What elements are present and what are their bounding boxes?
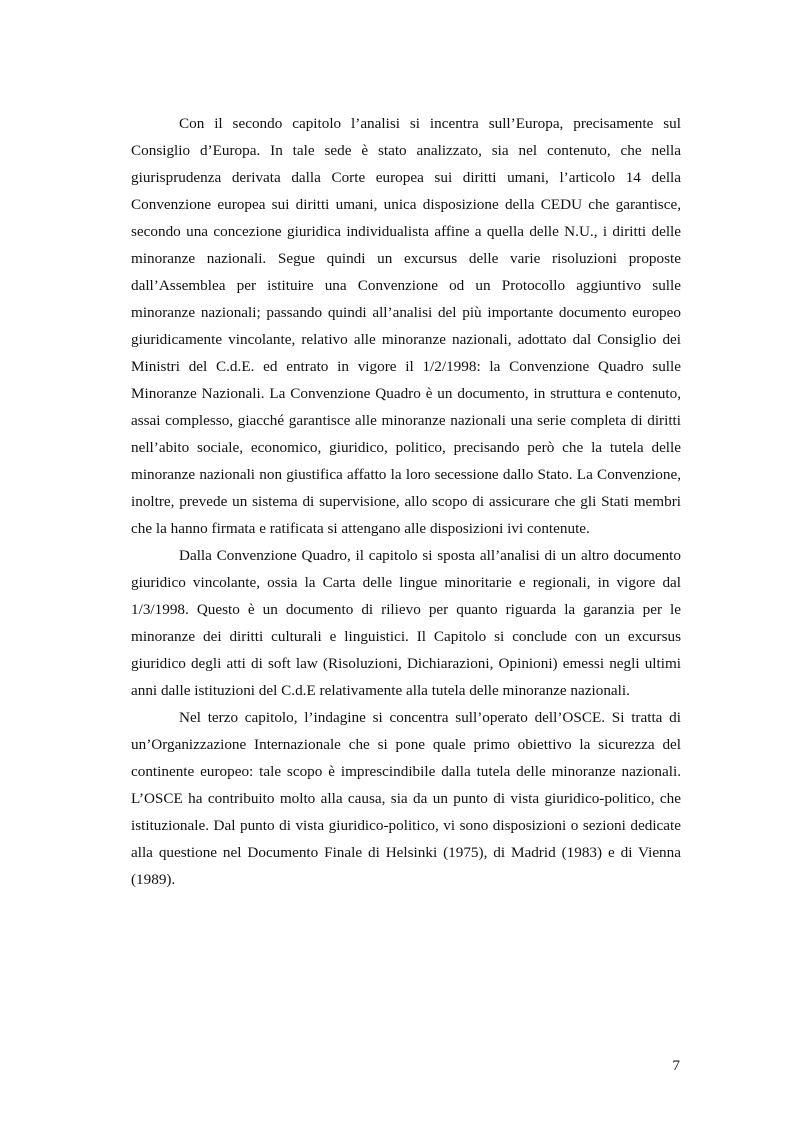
page-number: 7 — [672, 1057, 680, 1074]
paragraph-2: Dalla Convenzione Quadro, il capitolo si sposta all’analisi di un altro documento giuridico vincolante, ossia la Carta delle lingue minoritarie e regionali, in vigore dal 1/3/1998. Questo è un documento di rilievo per quanto riguarda la garanzia per le minoranze dei diritti culturali e linguistici. Il Capitolo si conclude con un excursus giuridico degli atti di soft law (Risoluzioni, Dichiarazioni, Opinioni) emessi negli ultimi anni dalle istituzioni del C.d.E relativamente alla tutela delle minoranze nazionali. — [131, 547, 681, 699]
body-text — [131, 110, 681, 893]
paragraph-3: Nel terzo capitolo, l’indagine si concentra sull’operato dell’OSCE. Si tratta di un’Organizzazione Internazionale che si pone quale primo obiettivo la sicurezza del continente europeo: tale scopo è imprescindibile dalla tutela delle minoranze nazionali. L’OSCE ha contribuito molto alla causa, sia da un punto di vista giuridico-politico, che istituzionale. Dal punto di vista giuridico-politico, vi sono disposizioni o sezioni dedicate alla questione nel Documento Finale di Helsinki (1975), di Madrid (1983) e di Vienna (1989). — [131, 709, 681, 888]
paragraph-1: Con il secondo capitolo l’analisi si incentra sull’Europa, precisamente sul Consiglio d’Europa. In tale sede è stato analizzato, sia nel contenuto, che nella giurisprudenza derivata dalla Corte europea sui diritti umani, l’articolo 14 della Convenzione europea sui diritti umani, unica disposizione della CEDU che garantisce, secondo una concezione giuridica individualista affine a quella delle N.U., i diritti delle minoranze nazionali. Segue quindi un excursus delle varie risoluzioni proposte dall’Assemblea per istituire una Convenzione od un Protocollo aggiuntivo sulle minoranze nazionali; passando quindi all’analisi del più importante documento europeo giuridicamente vincolante, relativo alle minoranze nazionali, adottato dal Consiglio dei Ministri del C.d.E. ed entrato in vigore il 1/2/1998: la Convenzione Quadro sulle Minoranze Nazionali. La Convenzione Quadro è un documento, in struttura e contenuto, assai complesso, giacché garantisce alle minoranze nazionali una serie completa di diritti nell’abito sociale, economico, giuridico, politico, precisando però che la tutela delle minoranze nazionali non giustifica affatto la loro secessione dallo Stato. La Convenzione, inoltre, prevede un sistema di supervisione, allo scopo di assicurare che gli Stati membri che la hanno firmata e ratificata si attengano alle disposizioni ivi contenute. — [131, 115, 681, 537]
